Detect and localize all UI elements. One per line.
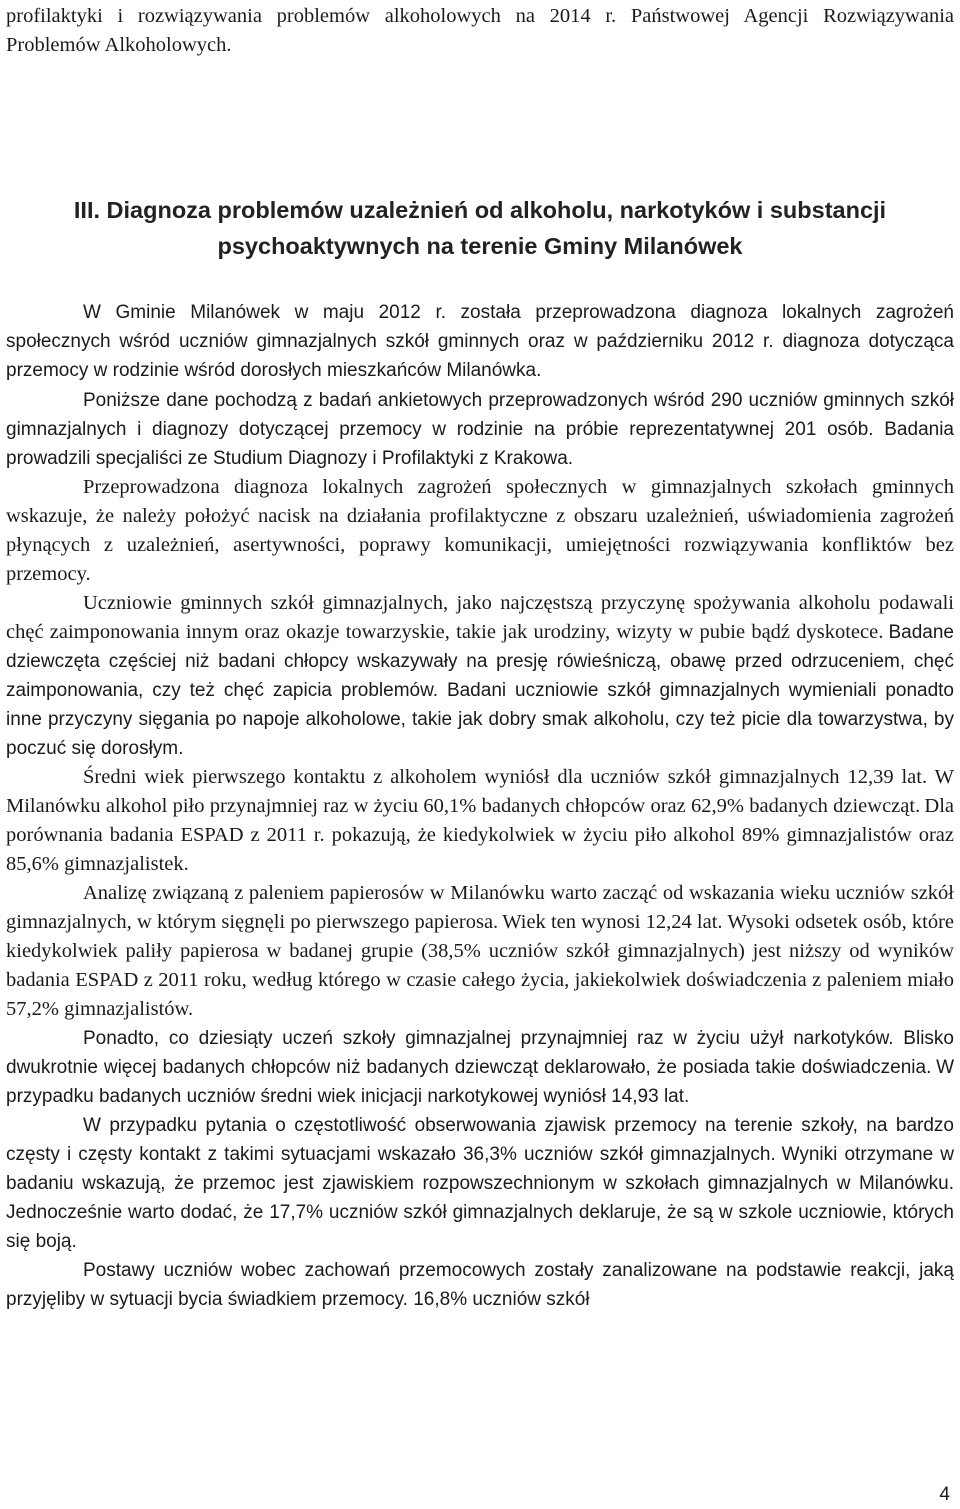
heading-line-1: III. Diagnoza problemów uzależnień od alkoholu, narkotyków i substancji — [73, 197, 887, 223]
paragraph-attitudes: Postawy uczniów wobec zachowań przemocowych zostały zanalizowane na podstawie reakcji, jaką przyjęliby w sytuacji bycia świadkiem przemocy. 16,8% uczniów szkół — [6, 1260, 954, 1310]
paragraph-smoking-part1: Analizę związaną z paleniem papierosów w Milanówku warto zacząć od wskazania wieku uczniów szkół gimnazjalnych, w którym sięgnęli po pierwszego papierosa. — [6, 882, 954, 933]
paragraph-smoking-part2: Wiek ten wynosi 12,24 lat. Wysoki odsetek osób, które kiedykolwiek paliły papierosa w badanej grupie (38,5% uczniów szkół gimnazjalnych) jest niższy od wyników badania ESPAD z 2011 roku, według którego w czasie całego życia, jakiekolwiek doświadczenia z paleniem miało 57,2% gimnazjalistów. — [6, 911, 954, 1020]
page-number: 4 — [939, 1484, 950, 1505]
paragraph-alcohol-reasons-part2: Badane dziewczęta częściej niż badani chłopcy wskazywały na presję rówieśniczą, obawę przed odrzuceniem, chęć zaimponowania, czy też chęć zapicia problemów. Badani uczniowie szkół gimnazjalnych wymieniali ponadto inne przyczyny sięgania po napoje alkoholowe, takie jak dobry smak alkoholu, czy też picie dla towarzystwa, by poczuć się dorosłym. — [6, 622, 954, 759]
paragraph-violence-part2: Wyniki otrzymane w badaniu wskazują, że przemoc jest zjawiskiem rozpowszechnionym w szkołach gimnazjalnych w Milanówku. Jednocześnie warto dodać, że 17,7% uczniów szkół gimnazjalnych deklaruje, że są w szkole uczniowie, których się boją. — [6, 1144, 954, 1252]
paragraph-first-contact-part2: Dla porównania badania ESPAD z 2011 r. pokazują, że kiedykolwiek w życiu piło alkohol 89% gimnazjalistów oraz 85,6% gimnazjalistek. — [6, 795, 954, 875]
paragraph-diagnosis: Przeprowadzona diagnoza lokalnych zagrożeń społecznych w gimnazjalnych szkołach gminnych wskazuje, że należy położyć nacisk na działania profilaktyczne z obszaru uzależnień, uświadomienia zagrożeń płynących z uzależnień, asertywności, poprawy komunikacji, umiejętności rozwiązywania konfliktów bez przemocy. — [6, 476, 954, 585]
paragraph-violence-part1: W przypadku pytania o częstotliwość obserwowania zjawisk przemocy na terenie szkoły, na bardzo częsty i częsty kontakt z takimi sytuacjami wskazało 36,3% uczniów szkół gimnazjalnych. — [6, 1115, 954, 1165]
paragraph-smoking — [6, 879, 954, 1024]
top-paragraph: profilaktyki i rozwiązywania problemów alkoholowych na 2014 r. Państwowej Agencji Rozwiązywania Problemów Alkoholowych. — [6, 5, 954, 56]
section-heading — [6, 192, 954, 264]
intro-paragraph: W Gminie Milanówek w maju 2012 r. została przeprowadzona diagnoza lokalnych zagrożeń społecznych wśród uczniów gimnazjalnych szkół gminnych oraz w październiku 2012 r. diagnoza dotycząca przemocy w rodzinie wśród dorosłych mieszkańców Milanówka. — [6, 302, 954, 381]
paragraph-first-contact-part1: Średni wiek pierwszego kontaktu z alkoholem wyniósł dla uczniów szkół gimnazjalnych 12,39 lat. W Milanówku alkohol piło przynajmniej raz w życiu 60,1% badanych chłopców oraz 62,9% badanych dziewcząt. — [6, 766, 954, 817]
paragraph-drugs-part2: W przypadku badanych uczniów średni wiek inicjacji narkotykowej wyniósł 14,93 lat. — [6, 1057, 954, 1107]
body-text — [6, 386, 954, 1314]
paragraph-first-contact — [6, 763, 954, 879]
paragraph-alcohol-reasons-part1: Uczniowie gminnych szkół gimnazjalnych, jako najczęstszą przyczynę spożywania alkoholu podawali chęć zaimponowania innym oraz okazje towarzyskie, takie jak urodziny, wizyty w pubie bądź dyskotece. — [6, 592, 954, 643]
paragraph-data-source: Poniższe dane pochodzą z badań ankietowych przeprowadzonych wśród 290 uczniów gminnych szkół gimnazjalnych i diagnozy dotyczącej przemocy w rodzinie na próbie reprezentatywnej 201 osób. Badania prowadzili specjaliści ze Studium Diagnozy i Profilaktyki z Krakowa. — [6, 390, 954, 469]
heading-line-2: psychoaktywnych na terenie Gminy Milanówek — [217, 233, 743, 259]
paragraph-violence — [6, 1111, 954, 1256]
paragraph-drugs — [6, 1024, 954, 1111]
paragraph-alcohol-reasons — [6, 589, 954, 763]
paragraph-drugs-part1: Ponadto, co dziesiąty uczeń szkoły gimnazjalnej przynajmniej raz w życiu użył narkotyków. Blisko dwukrotnie więcej badanych chłopców niż badanych dziewcząt deklarowało, że posiada takie doświadczenia. — [6, 1028, 954, 1078]
